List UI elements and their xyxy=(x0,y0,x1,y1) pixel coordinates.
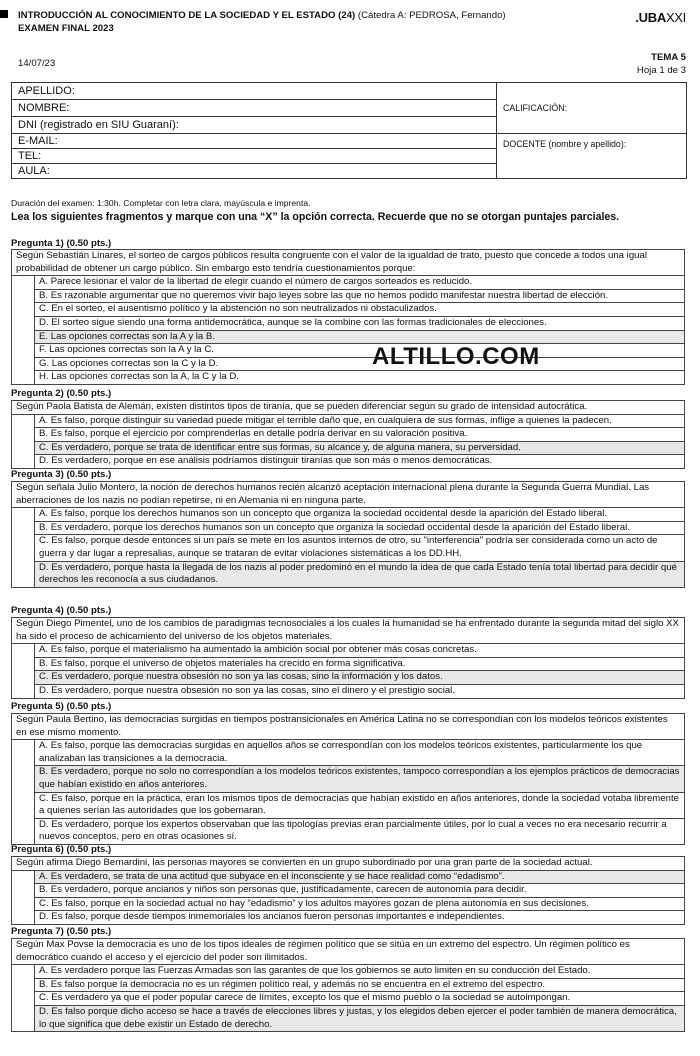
logo-bold: .UBA xyxy=(635,10,666,25)
question-1-statement: Según Sebastián Linares, el sorteo de cargos públicos resulta congruente con el valor de la igualdad de trato, puesto que concede a todos una igual probabilidad de obtener un cargo público. Sin embargo esto tendría cuestionamientos porque: xyxy=(12,250,684,276)
email-field[interactable]: E-MAIL: xyxy=(12,134,497,149)
question-3-statement: Según señala Julio Montero, la noción de derechos humanos recién alcanzó aceptación internacional plena durante la Segunda Guerra Mundial. Las aberraciones de los nazis no podían repetirse, ni en Alemania ni en ninguna parte. xyxy=(12,482,684,508)
apellido-field[interactable]: APELLIDO: xyxy=(12,83,497,100)
question-1-option-d[interactable]: D. El sorteo sigue siendo una forma antidemocrática, aunque se la combine con las formas tradicionales de elecciones. xyxy=(34,317,684,331)
question-1-option-g[interactable]: G. Las opciones correctas son la C y la D. xyxy=(34,358,684,372)
aula-field[interactable]: AULA: xyxy=(12,164,497,179)
question-7-option-a[interactable]: A. Es verdadero porque las Fuerzas Armadas son las garantes de que los gobiernos se auto limiten en su conducción del Estado. xyxy=(34,965,684,979)
question-4-statement: Según Diego Pimentel, uno de los cambios de paradigmas tecnosociales a los cuales la humanidad se ha enfrentado durante la segunda mitad del siglo XX ha sido el proceso de achicamiento del universo de los objetos materiales. xyxy=(12,618,684,644)
question-5-title: Pregunta 5) (0.50 pts.) xyxy=(11,701,112,712)
question-2-title: Pregunta 2) (0.50 pts.) xyxy=(11,388,112,399)
question-2-option-c[interactable]: C. Es verdadero, porque se trata de identificar entre sus formas, su alcance y, de alguna manera, su perversidad. xyxy=(34,442,684,456)
question-3-option-c[interactable]: C. Es falso, porque desde entonces si un país se mete en los asuntos internos de otro, su "interferencia" podría ser considerada como un acto de guerra y dar lugar a represalias, aunque se trataran de evitar violaciones sistemáticas a los DD.HH. xyxy=(34,535,684,561)
tema-label: TEMA 5 xyxy=(651,52,686,63)
question-5-option-b[interactable]: B. Es verdadero, porque no solo no correspondían a los modelos teóricos existentes, tampoco correspondían a los ejemplos prácticos de democracias que habían existido en años anteriores. xyxy=(34,766,684,792)
page-indicator: Hoja 1 de 3 xyxy=(636,65,686,76)
question-7-statement: Según Max Povse la democracia es uno de los tipos ideales de régimen político que se sitúa en un extremo del espectro. Un régimen político es democrático cuando el acceso y el ejercicio del poder son ilimitados. xyxy=(12,939,684,965)
question-1-option-f[interactable]: F. Las opciones correctas son la A y la C. xyxy=(34,344,684,358)
question-4-option-c[interactable]: C. Es verdadero, porque nuestra obsesión no son ya las cosas, sino la información y los datos. xyxy=(34,671,684,685)
question-5 xyxy=(11,713,685,845)
dni-field[interactable]: DNI (registrado en SIU Guaraní): xyxy=(12,117,497,134)
question-3-option-d[interactable]: D. Es verdadero, porque hasta la llegada de los nazis al poder predominó en el mundo la idea de que cada Estado tenía total libertad para decidir qué derechos les reconocía a sus ciudadanos. xyxy=(34,562,684,587)
question-3 xyxy=(11,481,685,588)
question-5-option-a[interactable]: A. Es falso, porque las democracias surgidas en aquellos años se correspondían con los modelos teóricos existentes, particularmente los que analizaban las transiciones a la democracia. xyxy=(34,740,684,766)
question-6-statement: Según afirma Diego Bernardini, las personas mayores se convierten en un grupo subordinado por una gran parte de la sociedad actual. xyxy=(12,857,684,871)
question-7-option-b[interactable]: B. Es falso porque la democracia no es un régimen político real, y además no se encuentra en el extremo del espectro. xyxy=(34,979,684,993)
question-1 xyxy=(11,249,685,385)
question-1-option-b[interactable]: B. Es razonable argumentar que no queremos vivir bajo leyes sobre las que no hemos podido manifestar nuestra libertad de elección. xyxy=(34,290,684,304)
question-6-title: Pregunta 6) (0.50 pts.) xyxy=(11,844,112,855)
question-2-option-a[interactable]: A. Es falso, porque distinguir su variedad puede mitigar el terrible daño que, en cualquiera de sus formas, inflige a quienes la padecen. xyxy=(34,415,684,429)
question-7 xyxy=(11,938,685,1032)
logo-thin: XXI xyxy=(665,10,686,25)
question-6-option-b[interactable]: B. Es verdadero, porque ancianos y niños son personas que, justificadamente, carecen de autonomía para decidir. xyxy=(34,884,684,898)
course-title xyxy=(18,10,506,21)
question-5-option-c[interactable]: C. Es falso, porque en la práctica, eran los mismos tipos de democracias que habían existido en años anteriores, donde la sociedad votaba libremente a quienes serían las autoridades que los gobernaran. xyxy=(34,793,684,819)
question-2 xyxy=(11,400,685,469)
question-2-option-b[interactable]: B. Es falso, porque el ejercicio por comprenderlas en detalle podría derivar en su valoración positiva. xyxy=(34,428,684,442)
question-3-title: Pregunta 3) (0.50 pts.) xyxy=(11,469,112,480)
question-6-option-c[interactable]: C. Es falso, porque en la sociedad actual no hay “edadismo” y los adultos mayores gozan de plena autonomía en sus decisiones. xyxy=(34,898,684,912)
question-4-option-d[interactable]: D. Es verdadero, porque nuestra obsesión no son ya las cosas, sino el dinero y el prestigio social. xyxy=(34,685,684,698)
question-3-option-b[interactable]: B. Es verdadero, porque los derechos humanos son un concepto que organiza la sociedad occidental desde la aparición del Estado liberal. xyxy=(34,522,684,536)
uba-logo xyxy=(635,10,686,25)
docente-field[interactable]: DOCENTE (nombre y apellido): xyxy=(497,134,687,179)
question-1-option-a[interactable]: A. Parece lesionar el valor de la libertad de elegir cuando el número de cargos sorteados es reducido. xyxy=(34,276,684,290)
question-7-option-d[interactable]: D. Es falso porque dicho acceso se hace a través de elecciones libres y justas, y los elegidos deben ejercer el poder también de manera democrática, lo que significa que debe existir un Estado de derecho. xyxy=(34,1006,684,1031)
question-4-title: Pregunta 4) (0.50 pts.) xyxy=(11,605,112,616)
question-5-option-d[interactable]: D. Es verdadero, porque los expertos observaban que las tipologías previas eran parcialmente útiles, por lo cual a veces no era necesario recurrir a nuevos conceptos, pero en otras ocasiones sí. xyxy=(34,819,684,844)
question-2-option-d[interactable]: D. Es verdadero, porque en ese análisis podríamos distinguir tiranías que son más o menos democráticas. xyxy=(34,455,684,468)
question-1-title: Pregunta 1) (0.50 pts.) xyxy=(11,238,112,249)
course-catedra: (Cátedra A: PEDROSA, Fernando) xyxy=(357,10,506,21)
nombre-field[interactable]: NOMBRE: xyxy=(12,100,497,117)
question-4-option-b[interactable]: B. Es falso, porque el universo de objetos materiales ha crecido en forma significativa. xyxy=(34,658,684,672)
question-7-option-c[interactable]: C. Es verdadero ya que el poder popular carece de límites, excepto los que el mismo pueblo o la sociedad se autoimpongan. xyxy=(34,992,684,1006)
watermark-text: ALTILLO.COM xyxy=(372,343,540,370)
question-6-option-d[interactable]: D. Es falso, porque desde tiempos inmemoriales los ancianos fueron personas importantes e independientes. xyxy=(34,911,684,924)
question-2-statement: Según Paola Batista de Alemán, existen distintos tipos de tiranía, que se pueden diferenciar según su grado de intensidad autocrática. xyxy=(12,401,684,415)
question-4 xyxy=(11,617,685,699)
question-3-option-a[interactable]: A. Es falso, porque los derechos humanos son un concepto que organiza la sociedad occidental desde la aparición del Estado liberal. xyxy=(34,508,684,522)
duration-note: Duración del examen: 1:30h. Completar con letra clara, mayúscula e imprenta. xyxy=(11,198,311,208)
header-mark xyxy=(0,10,8,18)
question-1-option-c[interactable]: C. En el sorteo, el ausentismo político y la abstención no son neutralizados ni obstaculizados. xyxy=(34,303,684,317)
question-6 xyxy=(11,856,685,925)
question-4-option-a[interactable]: A. Es falso, porque el materialismo ha aumentado la ambición social por obtener más cosas concretas. xyxy=(34,644,684,658)
question-6-option-a[interactable]: A. Es verdadero, se trata de una actitud que subyace en el inconsciente y se hace realidad como “edadismo”. xyxy=(34,871,684,885)
exam-date: 14/07/23 xyxy=(18,58,56,69)
instructions: Lea los siguientes fragmentos y marque con una “X” la opción correcta. Recuerde que no se otorgan puntajes parciales. xyxy=(11,211,620,223)
student-id-box xyxy=(11,82,687,179)
calificacion-field[interactable]: CALIFICACIÓN: xyxy=(497,83,687,134)
question-5-statement: Según Paula Bertino, las democracias surgidas en tiempos postransicionales en América Latina no se correspondían con los modelos teóricos existentes en ese mismo momento. xyxy=(12,714,684,740)
question-7-title: Pregunta 7) (0.50 pts.) xyxy=(11,926,112,937)
question-1-option-h[interactable]: H. Las opciones correctas son la A, la C y la D. xyxy=(34,371,684,384)
exam-title: EXAMEN FINAL 2023 xyxy=(18,23,114,34)
course-name: INTRODUCCIÓN AL CONOCIMIENTO DE LA SOCIEDAD Y EL ESTADO (24) xyxy=(18,10,356,21)
tel-field[interactable]: TEL: xyxy=(12,149,497,164)
question-1-option-e[interactable]: E. Las opciones correctas son la A y la B. xyxy=(34,331,684,345)
